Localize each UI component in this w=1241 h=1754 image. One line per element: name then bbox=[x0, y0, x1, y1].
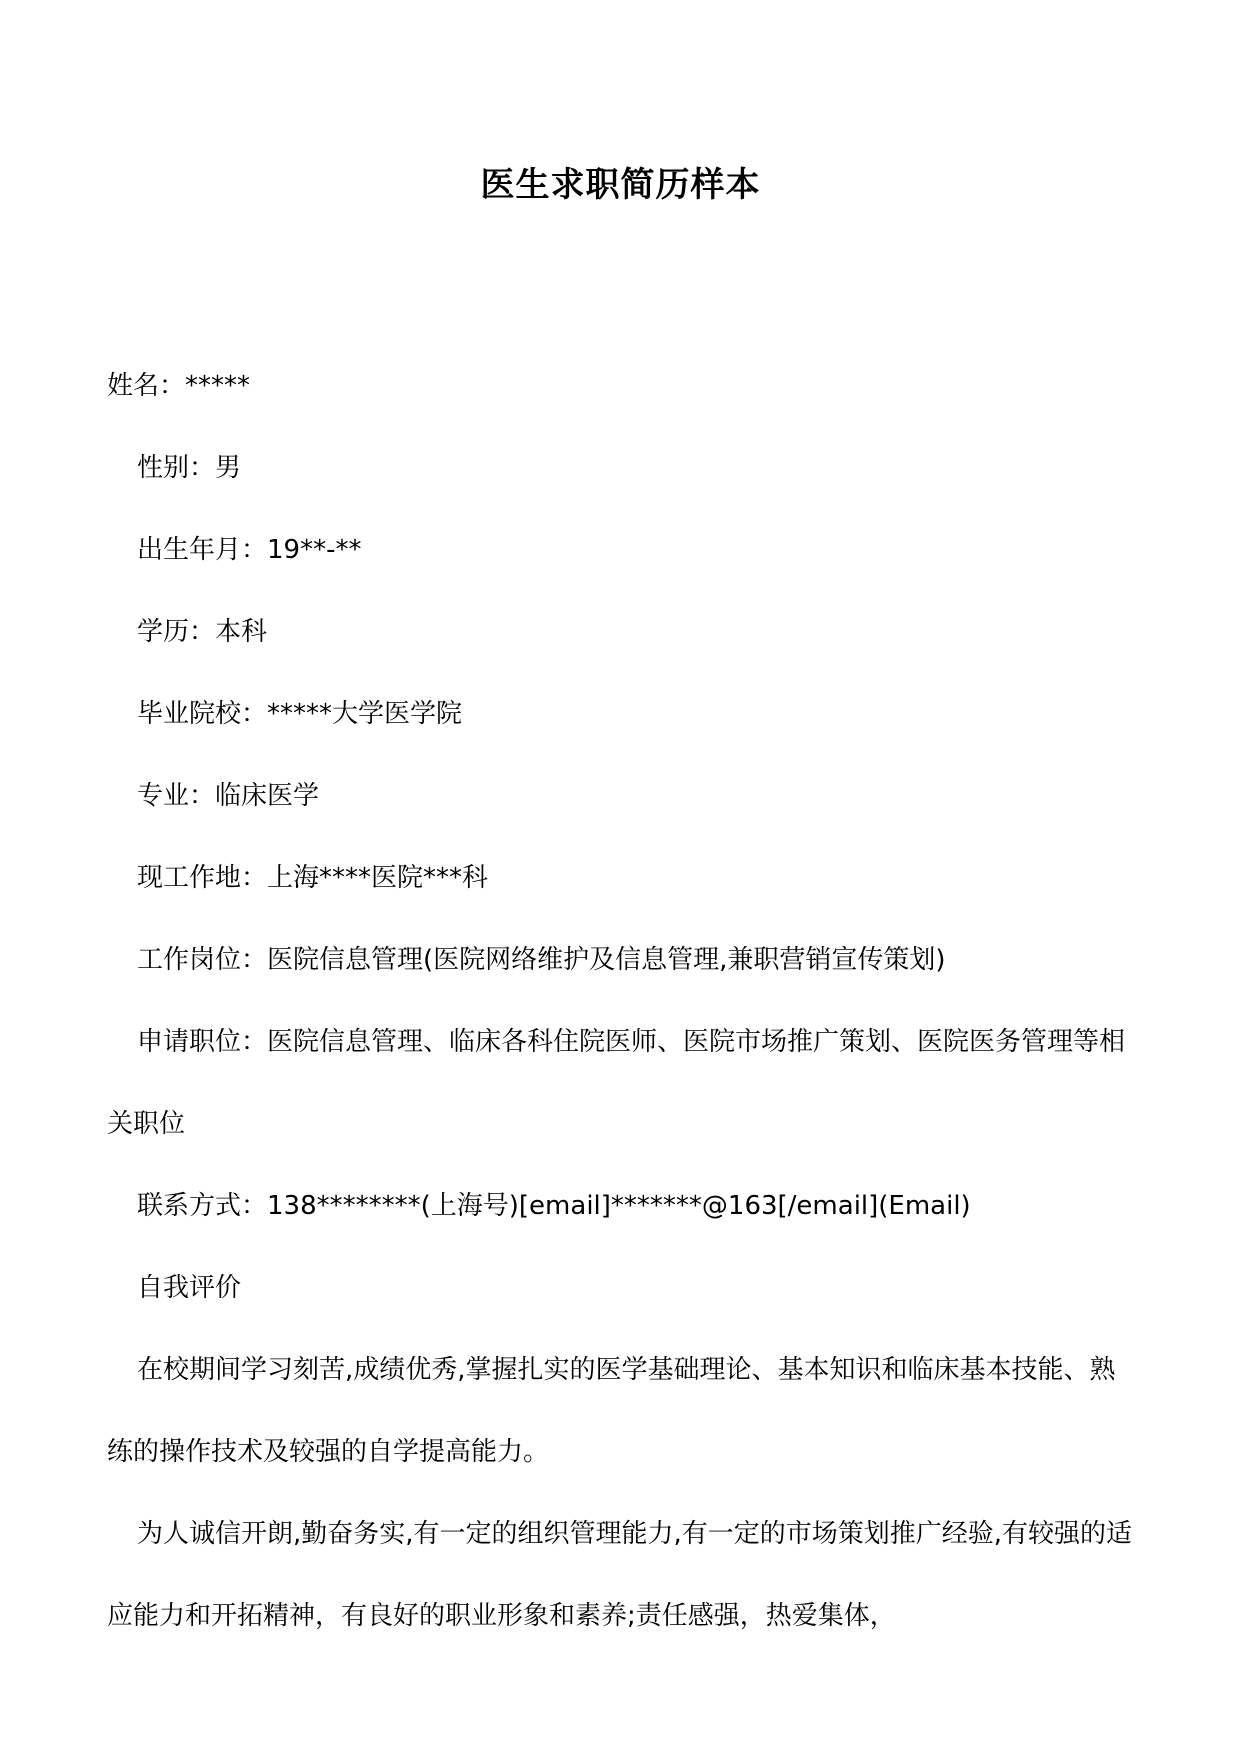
field-school: 毕业院校：*****大学医学院 bbox=[137, 699, 463, 729]
field-birth-date: 出生年月：19**-** bbox=[137, 535, 362, 565]
field-major: 专业：临床医学 bbox=[137, 781, 320, 811]
self-evaluation-paragraph-2: 为人诚信开朗,勤奋务实,有一定的组织管理能力,有一定的市场策划推广经验,有较强的适应能力和开拓精神，有良好的职业形象和素养;责任感强，热爱集体， bbox=[107, 1519, 1133, 1631]
field-work-location: 现工作地：上海****医院***科 bbox=[137, 863, 489, 893]
field-contact: 联系方式：138********(上海号)[email]*******@163[/email](Email) bbox=[137, 1191, 971, 1221]
field-name: 姓名：***** bbox=[107, 371, 251, 401]
self-evaluation-paragraph-1: 在校期间学习刻苦,成绩优秀,掌握扎实的医学基础理论、基本知识和临床基本技能、熟练的操作技术及较强的自学提高能力。 bbox=[107, 1355, 1116, 1467]
field-gender: 性别：男 bbox=[137, 453, 242, 483]
document-title: 医生求职简历样本 bbox=[480, 165, 761, 205]
document-body bbox=[107, 345, 1137, 1657]
section-heading-self-evaluation: 自我评价 bbox=[137, 1273, 242, 1303]
field-applied-position: 申请职位：医院信息管理、临床各科住院医师、医院市场推广策划、医院医务管理等相关职位 bbox=[107, 1027, 1126, 1139]
field-current-position: 工作岗位：医院信息管理(医院网络维护及信息管理,兼职营销宣传策划) bbox=[137, 945, 946, 975]
field-education: 学历：本科 bbox=[137, 617, 268, 647]
